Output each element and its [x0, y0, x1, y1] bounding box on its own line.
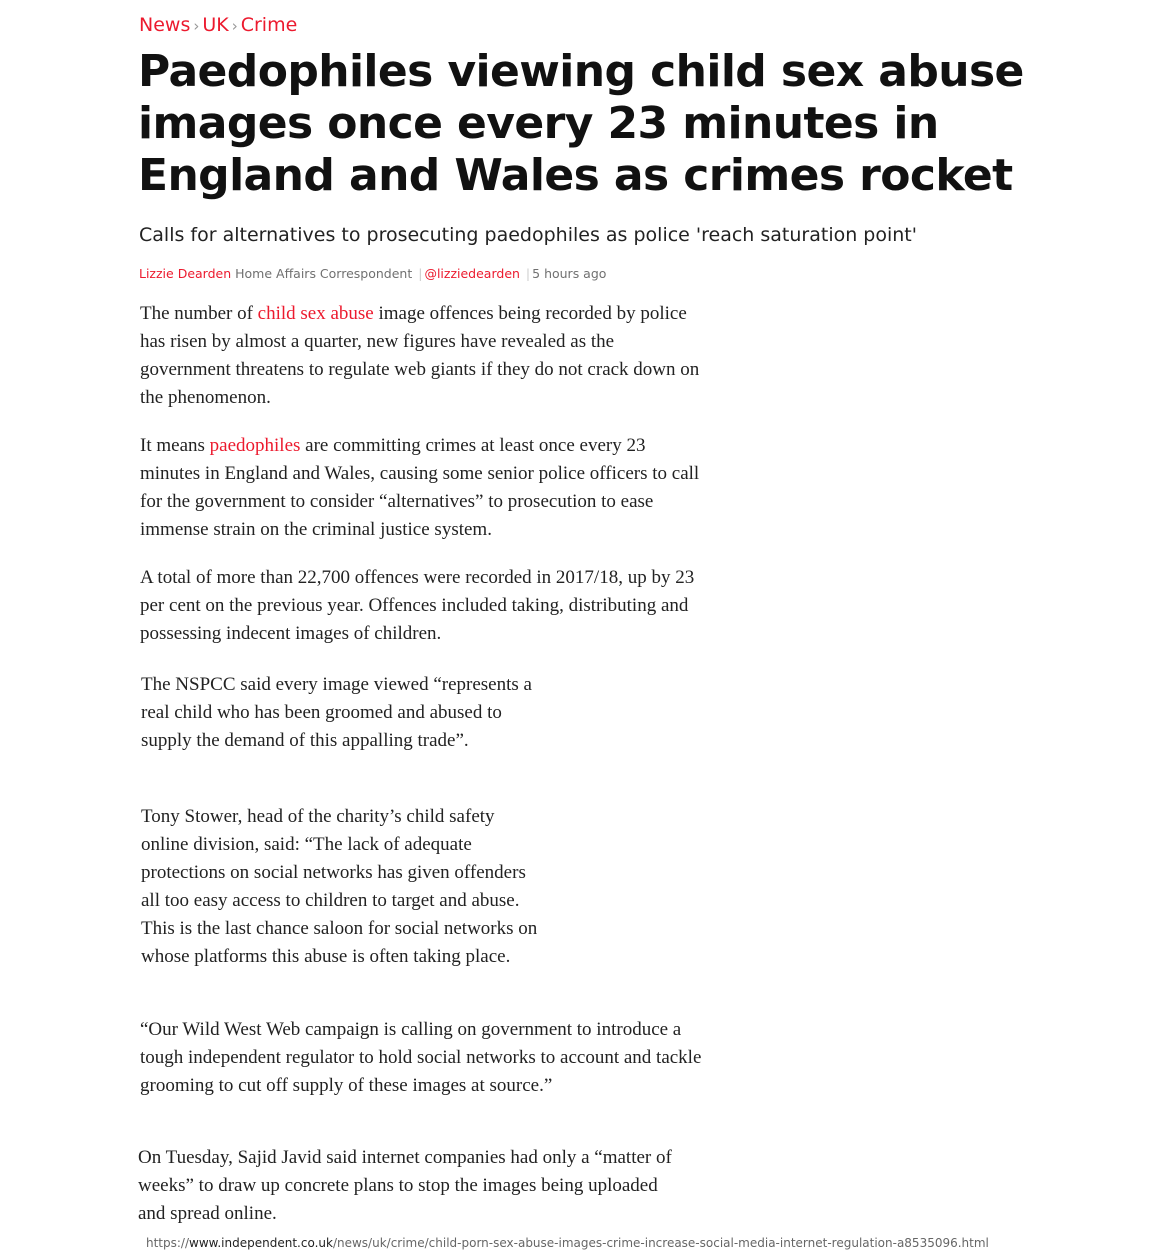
byline-divider: |: [418, 266, 423, 281]
article-paragraph-4: The NSPCC said every image viewed “represents a real child who has been groomed and abused to supply the demand of this appalling trade”.: [141, 674, 532, 751]
chevron-right-icon: ›: [193, 17, 200, 35]
publish-time: 5 hours ago: [532, 266, 607, 281]
author-link[interactable]: Lizzie Dearden: [139, 266, 232, 281]
byline: [139, 266, 606, 281]
breadcrumb: [139, 14, 297, 36]
paragraph-text: The number of: [140, 303, 258, 324]
paragraph-text: are committing crimes at least once every 23 minutes in England and Wales, causing some senior police officers to call for the government to consider “alternatives” to prosecution to ease immense strain on the criminal justice system.: [140, 435, 700, 540]
paedophiles-link[interactable]: paedophiles: [209, 435, 301, 456]
breadcrumb-crime[interactable]: Crime: [240, 14, 298, 36]
article-paragraph-7: On Tuesday, Sajid Javid said internet companies had only a “matter of weeks” to draw up concrete plans to stop the images being uploaded and spread online.: [138, 1147, 672, 1224]
article-paragraph-5: Tony Stower, head of the charity’s child safety online division, said: “The lack of adequate protections on social networks has given offenders all too easy access to children to target and abuse. This is the last chance saloon for social networks on whose platforms this abuse is often taking place.: [141, 806, 538, 967]
url-domain: www.independent.co.uk: [189, 1236, 333, 1250]
breadcrumb-uk[interactable]: UK: [202, 14, 229, 36]
article-paragraph-6: “Our Wild West Web campaign is calling on government to introduce a tough independent regulator to hold social networks to account and tackle grooming to cut off supply of these images at source.”: [140, 1019, 702, 1096]
paragraph-text: image offences being recorded by police has risen by almost a quarter, new figures have revealed as the government threatens to regulate web giants if they do not crack down on the phenomenon.: [140, 303, 700, 408]
article-paragraph-3: A total of more than 22,700 offences were recorded in 2017/18, up by 23 per cent on the previous year. Offences included taking, distributing and possessing indecent images of children.: [140, 567, 695, 644]
byline-divider: |: [525, 266, 531, 281]
article-paragraph-2: [140, 432, 710, 544]
article-headline: Paedophiles viewing child sex abuse images once every 23 minutes in England and Wales as crimes rocket: [138, 46, 1024, 201]
url-scheme: https://: [146, 1236, 190, 1250]
article-standfirst: Calls for alternatives to prosecuting paedophiles as police 'reach saturation point': [139, 224, 917, 246]
child-sex-abuse-link[interactable]: child sex abuse: [257, 303, 374, 324]
article-paragraph-1: [140, 300, 700, 412]
breadcrumb-news[interactable]: News: [139, 14, 191, 36]
source-url[interactable]: [146, 1236, 989, 1250]
chevron-right-icon: ›: [231, 17, 238, 35]
twitter-handle-link[interactable]: @lizziedearden: [424, 266, 520, 281]
author-role: Home Affairs Correspondent: [235, 266, 413, 281]
paragraph-text: It means: [140, 435, 210, 456]
url-path: /news/uk/crime/child-porn-sex-abuse-images-crime-increase-social-media-internet-regulation-a8535096.html: [332, 1236, 989, 1250]
